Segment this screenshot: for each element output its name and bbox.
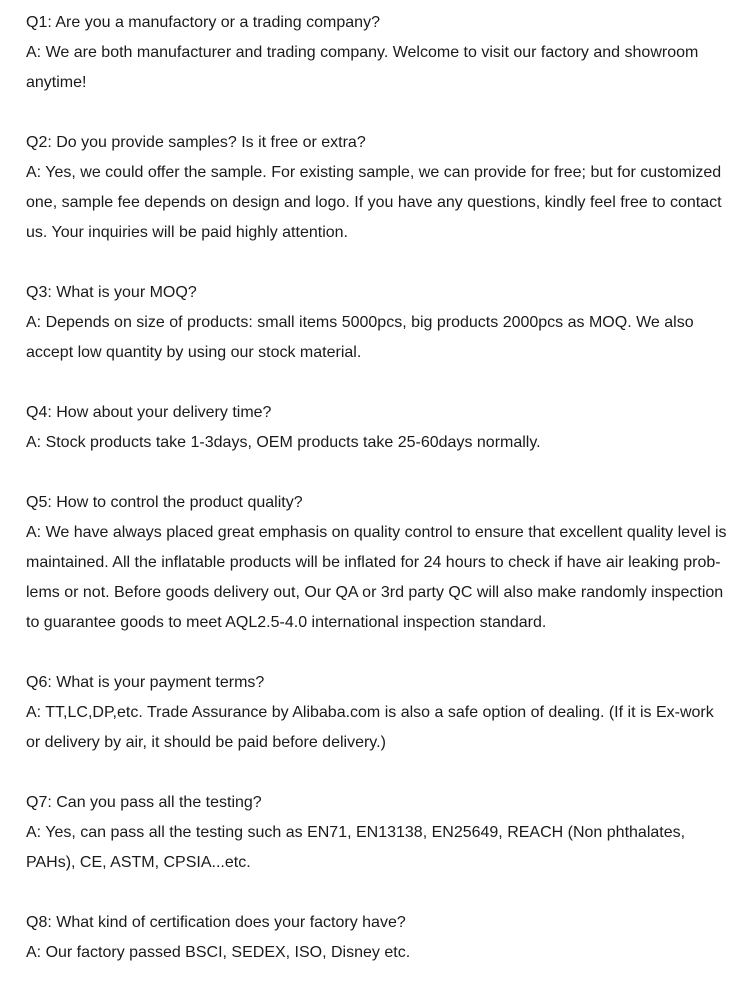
faq-answer-line: A: Our factory passed BSCI, SEDEX, ISO, Disney etc. <box>26 944 411 961</box>
faq-answer-line: A: We are both manufacturer and trading company. Welcome to visit our factory and showroom <box>26 44 699 61</box>
faq-answer-line: A: Yes, can pass all the testing such as EN71, EN13138, EN25649, REACH (Non phthalates, <box>26 824 686 841</box>
faq-answer-line: maintained. All the inflatable products will be inflated for 24 hours to check if have air leaking prob- <box>26 554 721 571</box>
faq-answer-line: A: TT,LC,DP,etc. Trade Assurance by Alibaba.com is also a safe option of dealing. (If it is Ex-work <box>26 704 714 721</box>
faq-question: Q6: What is your payment terms? <box>26 674 265 691</box>
faq-question: Q7: Can you pass all the testing? <box>26 794 262 811</box>
faq-answer-line: or delivery by air, it should be paid before delivery.) <box>26 734 386 751</box>
faq-answer-line: one, sample fee depends on design and logo. If you have any questions, kindly feel free to contact <box>26 194 722 211</box>
faq-question: Q8: What kind of certification does your factory have? <box>26 914 406 931</box>
faq-answer-line: PAHs), CE, ASTM, CPSIA...etc. <box>26 854 251 871</box>
faq-question: Q1: Are you a manufactory or a trading company? <box>26 14 380 31</box>
faq-answer-line: A: Stock products take 1-3days, OEM products take 25-60days normally. <box>26 434 541 451</box>
faq-question: Q3: What is your MOQ? <box>26 284 197 301</box>
faq-answer-line: accept low quantity by using our stock material. <box>26 344 362 361</box>
faq-answer-line: to guarantee goods to meet AQL2.5-4.0 international inspection standard. <box>26 614 547 631</box>
faq-answer-line: A: Yes, we could offer the sample. For existing sample, we can provide for free; but for customized <box>26 164 722 181</box>
faq-answer-line: A: Depends on size of products: small items 5000pcs, big products 2000pcs as MOQ. We also <box>26 314 694 331</box>
faq-answer-line: lems or not. Before goods delivery out, Our QA or 3rd party QC will also make randomly inspection <box>26 584 724 601</box>
faq-question: Q2: Do you provide samples? Is it free or extra? <box>26 134 366 151</box>
faq-question: Q4: How about your delivery time? <box>26 404 272 421</box>
faq-answer-line: us. Your inquiries will be paid highly attention. <box>26 224 348 241</box>
faq-answer-line: anytime! <box>26 74 87 91</box>
faq-answer-line: A: We have always placed great emphasis on quality control to ensure that excellent quality level is <box>26 524 727 541</box>
faq-question: Q5: How to control the product quality? <box>26 494 303 511</box>
